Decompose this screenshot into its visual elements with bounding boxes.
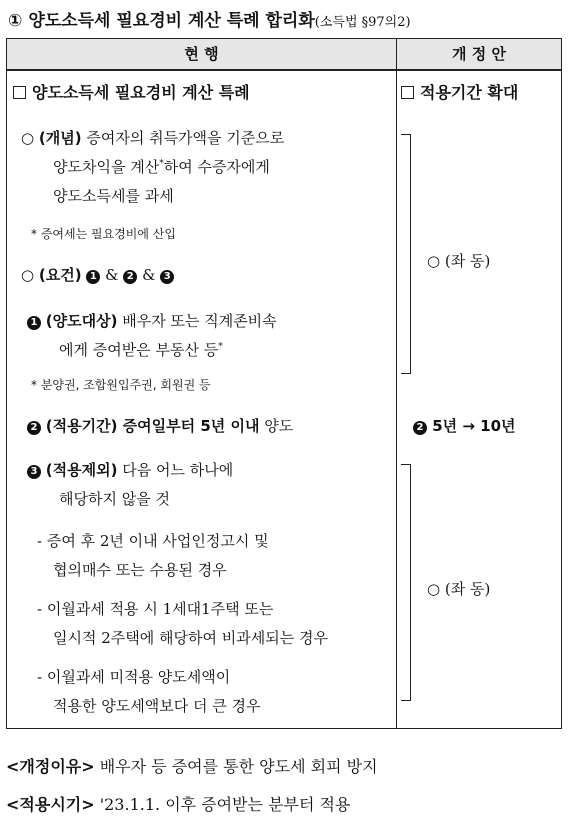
circled-number-2-icon: 2 (413, 421, 427, 435)
item1-label: (양도대상) (45, 312, 118, 330)
circled-number-3-icon: 3 (160, 270, 174, 284)
column-divider (396, 39, 397, 728)
section-title (8, 6, 411, 31)
concept-label: (개념) (38, 129, 82, 147)
circled-number-2-icon: 2 (27, 421, 41, 435)
ampersand: & (142, 266, 156, 284)
ampersand: & (105, 266, 119, 284)
item2-line (27, 416, 293, 436)
concept-note: * 증여세는 필요경비에 산입 (31, 227, 176, 241)
exclusion-1-line-2: 협의매수 또는 수용된 경우 (53, 561, 227, 579)
circled-number-1-icon: 1 (86, 270, 100, 284)
title-source: (소득법 §97의2) (314, 15, 411, 30)
circled-number-1-icon: 1 (27, 316, 41, 330)
revised-section-title (401, 83, 518, 103)
table-header (7, 39, 561, 70)
exclusion-2-line-1: - 이월과세 적용 시 1세대1주택 또는 (37, 600, 274, 618)
circled-number-3-icon: 3 (27, 465, 41, 479)
item1-text-2: 에게 증여받은 부동산 등 (59, 341, 219, 359)
bullet-icon: ○ (21, 266, 35, 284)
bracket-upper (401, 134, 411, 374)
title-text: 양도소득세 필요경비 계산 특례 합리화 (28, 11, 315, 31)
revised-section-title-text: 적용기간 확대 (420, 83, 519, 102)
item1-note: * 분양권, 조합원입주권, 회원권 등 (31, 378, 211, 392)
item1-text-1: 배우자 또는 직계존비속 (117, 312, 277, 330)
concept-line-1 (21, 128, 284, 148)
checkbox-icon (13, 86, 26, 99)
current-section-title (13, 83, 250, 103)
exclusion-3-line-1: - 이월과세 미적용 양도세액이 (37, 668, 231, 686)
bullet-icon: ○ (21, 129, 35, 147)
item2-text: 양도 (259, 417, 294, 435)
effective-label: <적용시기> (6, 795, 95, 814)
requirements-line (21, 265, 174, 285)
item3-line-1 (27, 460, 233, 480)
item3-line-2: 해당하지 않을 것 (59, 490, 170, 508)
header-current: 현 행 (184, 45, 219, 63)
header-divider (7, 70, 561, 71)
exclusion-2-line-2: 일시적 2주택에 해당하여 비과세되는 경우 (53, 629, 328, 647)
item2-label: (적용기간) (45, 417, 118, 435)
checkbox-icon (401, 86, 414, 99)
requirements-label: (요건) (38, 266, 82, 284)
same-as-left-lower: ○ (좌 동) (427, 580, 491, 598)
item3-text-1: 다음 어느 하나에 (117, 461, 234, 479)
bracket-lower (401, 464, 411, 701)
exclusion-3-line-2: 적용한 양도세액보다 더 큰 경우 (53, 697, 261, 715)
same-as-left-upper: ○ (좌 동) (427, 252, 491, 270)
item2-period: 증여일부터 5년 이내 (117, 417, 260, 435)
comparison-table (6, 38, 562, 729)
reason-line (6, 754, 378, 777)
revised-item2-text: 5년 → 10년 (427, 417, 516, 435)
concept-line-3: 양도소득세를 과세 (53, 187, 174, 205)
concept-text-2b: 하여 수증자에게 (163, 158, 270, 176)
effective-text: '23.1.1. 이후 증여받는 분부터 적용 (94, 795, 351, 814)
concept-line-2 (53, 157, 270, 177)
item1-line-2 (59, 340, 223, 360)
concept-text-2a: 양도차익을 계산 (53, 158, 160, 176)
title-marker: ① (8, 11, 23, 31)
exclusion-1-line-1: - 증여 후 2년 이내 사업인정고시 및 (37, 532, 269, 550)
reason-label: <개정이유> (6, 757, 95, 776)
header-revised: 개 정 안 (452, 45, 506, 63)
revised-item2 (413, 416, 516, 436)
item1-line-1 (27, 311, 277, 331)
effective-line (6, 792, 350, 815)
current-section-title-text: 양도소득세 필요경비 계산 특례 (32, 83, 250, 102)
concept-footnote-mark: * (159, 159, 164, 169)
circled-number-2-icon: 2 (123, 270, 137, 284)
concept-text-1: 증여자의 취득가액을 기준으로 (81, 129, 285, 147)
item3-label: (적용제외) (45, 461, 118, 479)
item1-footnote-mark: * (218, 342, 223, 352)
reason-text: 배우자 등 증여를 통한 양도세 회피 방지 (94, 757, 378, 776)
